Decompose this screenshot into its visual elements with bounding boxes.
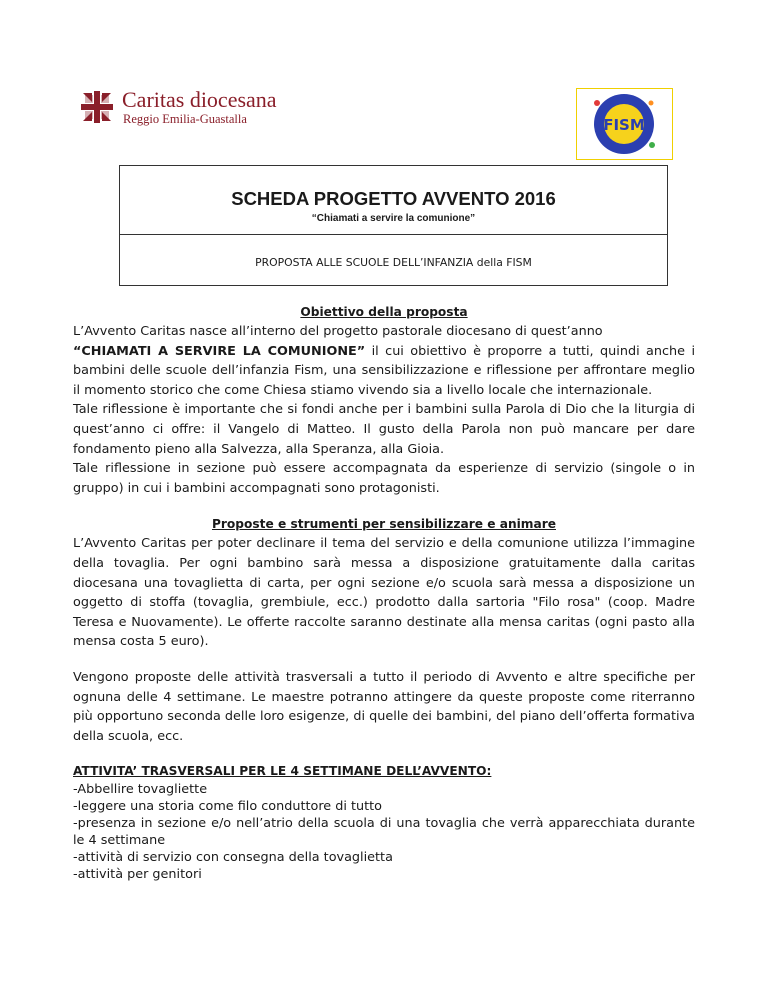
caritas-name: Caritas diocesana [122, 87, 277, 112]
caritas-logo [80, 88, 320, 128]
title-divider [120, 234, 667, 235]
section-heading-activities: ATTIVITA’ TRASVERSALI PER LE 4 SETTIMANE DELL’AVVENTO: [73, 764, 492, 779]
list-item: -attività per genitori [73, 867, 202, 883]
objective-paragraph-2: Tale riflessione è importante che si fondi anche per i bambini sulla Parola di Dio che la liturgia di quest’anno ci offre: il Vangelo di Matteo. Il gusto della Parola non può mancare per dare fondamento pieno alla Salvezza, alla Speranza, alla Gioia. [73, 402, 695, 457]
list-item: -attività di servizio con consegna della tovaglietta [73, 850, 393, 866]
fism-emblem-icon [577, 89, 672, 159]
list-item: -leggere una storia come filo conduttore di tutto [73, 799, 382, 815]
list-item: -Abbellire tovagliette [73, 782, 208, 798]
fism-logo-text: FISM [603, 116, 645, 134]
objective-text-start: L’Avvento Caritas nasce all’interno del progetto pastorale diocesano di quest’anno [73, 324, 603, 339]
caritas-subtitle: Reggio Emilia-Guastalla [123, 112, 247, 126]
document-body [73, 303, 695, 883]
objective-theme-bold: “CHIAMATI A SERVIRE LA COMUNIONE” [73, 343, 366, 359]
title-box [119, 165, 668, 286]
caritas-cross-icon [80, 90, 114, 124]
tools-paragraph-2: Vengono proposte delle attività trasversali a tutto il periodo di Avvento e altre specifiche per ognuna delle 4 settimane. Le maestre potranno attingere da queste proposte come riterranno più opportuno seconda delle loro esigenze, di quelle dei bambini, del piano dell’offerta formativa della scuola, ecc. [73, 669, 695, 744]
tools-paragraph-1: L’Avvento Caritas per poter declinare il tema del servizio e della comunione utilizza l’immagine della tovaglia. Per ogni bambino sarà messa a disposizione gratuitamente dalla caritas diocesana una tovaglietta di carta, per ogni sezione e/o scuola sarà messa a disposizione un oggetto di stoffa (tovaglia, grembiule, ecc.) prodotto dalla sartoria "Filo rosa" (coop. Madre Teresa e Nuovamente). Le offerte raccolte saranno destinate alla mensa caritas (ogni pasto alla mensa costa 5 euro). [73, 536, 695, 650]
section-heading-tools: Proposte e strumenti per sensibilizzare e animare [211, 517, 556, 532]
fism-logo [576, 88, 673, 160]
proposal-line: PROPOSTA ALLE SCUOLE DELL’INFANZIA della FISM [255, 256, 532, 269]
page-title: SCHEDA PROGETTO AVVENTO 2016 [231, 188, 556, 209]
objective-paragraph-3: Tale riflessione in sezione può essere accompagnata da esperienze di servizio (singole o in gruppo) in cui i bambini accompagnati sono protagonisti. [73, 461, 695, 496]
page-subtitle: “Chiamati a servire la comunione” [311, 213, 476, 224]
objective-text-end: il cui obiettivo è proporre a tutti, quindi anche i bambini delle scuole dell’infanzia Fism, una sensibilizzazione e riflessione per affrontare meglio il momento storico che come Chiesa stiamo vivendo sia a livello locale che internazionale. [73, 343, 695, 398]
list-item: -presenza in sezione e/o nell’atrio della scuola di una tovaglia che verrà apparecchiata durante le 4 settimane [73, 816, 695, 849]
objective-paragraph-1 [73, 322, 695, 400]
section-heading-objective: Obiettivo della proposta [300, 305, 468, 319]
